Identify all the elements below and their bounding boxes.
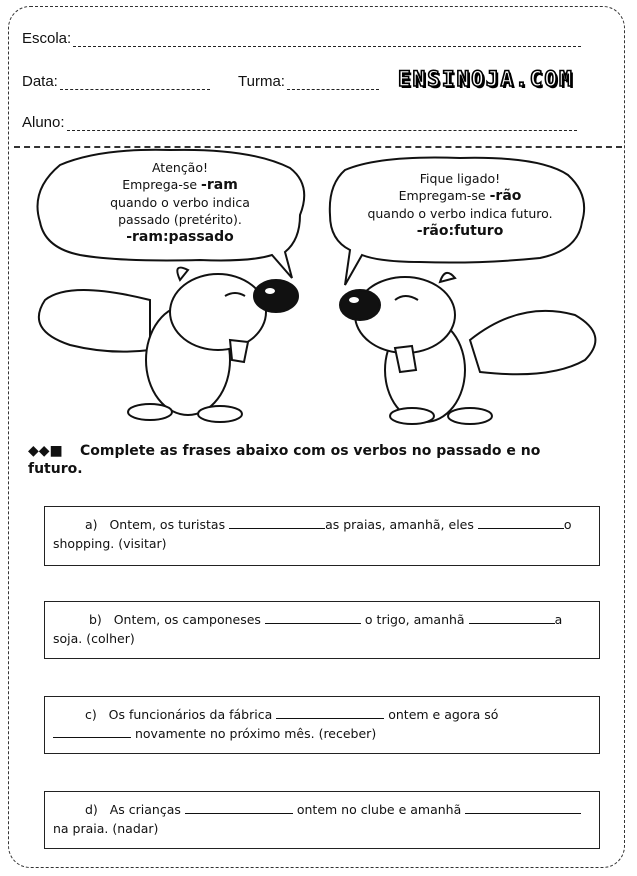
suffix-ram: -ram: [201, 177, 238, 193]
exercise-letter: c): [84, 707, 97, 722]
suffix-rao: -rão: [489, 188, 522, 204]
site-logo: ENSINOJA.COM: [398, 67, 574, 91]
right-bubble-text: [345, 170, 575, 240]
right-bubble-line-1: Fique ligado!: [419, 171, 501, 186]
left-bubble-text: [70, 159, 290, 246]
exercise-letter: d): [84, 802, 98, 817]
right-bubble-line-3: quando o verbo indica futuro.: [367, 206, 553, 221]
class-label: Turma:: [238, 73, 285, 90]
blank-b2[interactable]: [469, 611, 555, 624]
squirrel-left: [39, 268, 298, 422]
instruction: [28, 442, 588, 478]
left-bubble-line-2: Emprega-se -ram: [122, 177, 238, 193]
date-label: Data:: [22, 73, 58, 90]
blank-a1[interactable]: [229, 516, 325, 529]
blank-b1[interactable]: [265, 611, 361, 624]
blank-c1[interactable]: [276, 706, 384, 719]
left-bubble-line-5: -ram:passado: [126, 229, 234, 245]
exercise-a: a) Ontem, os turistas as praias, amanhã, eles o shopping. (visitar): [44, 506, 600, 566]
exercise-letter: a): [84, 517, 98, 532]
bullet-icon: ◆◆■: [28, 443, 63, 459]
squirrel-right: [340, 273, 595, 424]
exercise-c: c) Os funcionários da fábrica ontem e agora só novamente no próximo mês. (receber): [44, 696, 600, 754]
blank-d2[interactable]: [465, 801, 581, 814]
right-bubble-line-2: Empregam-se -rão: [398, 188, 522, 204]
blank-d1[interactable]: [185, 801, 293, 814]
left-bubble-line-1: Atenção!: [151, 160, 209, 175]
left-bubble-line-3: quando o verbo indica: [110, 195, 250, 210]
school-label: Escola:: [22, 30, 72, 47]
exercise-b: b) Ontem, os camponeses o trigo, amanhã a soja. (colher): [44, 601, 600, 659]
blank-c2[interactable]: [53, 725, 131, 738]
blank-a2[interactable]: [478, 516, 564, 529]
student-label: Aluno:: [22, 114, 65, 131]
exercise-d: d) As crianças ontem no clube e amanhã na praia. (nadar): [44, 791, 600, 849]
right-bubble-line-4: -rão:futuro: [416, 223, 504, 239]
left-bubble-line-4: passado (pretérito).: [118, 212, 242, 227]
instruction-text: Complete as frases abaixo com os verbos no passado e no futuro.: [28, 443, 541, 477]
exercise-letter: b): [88, 612, 102, 627]
